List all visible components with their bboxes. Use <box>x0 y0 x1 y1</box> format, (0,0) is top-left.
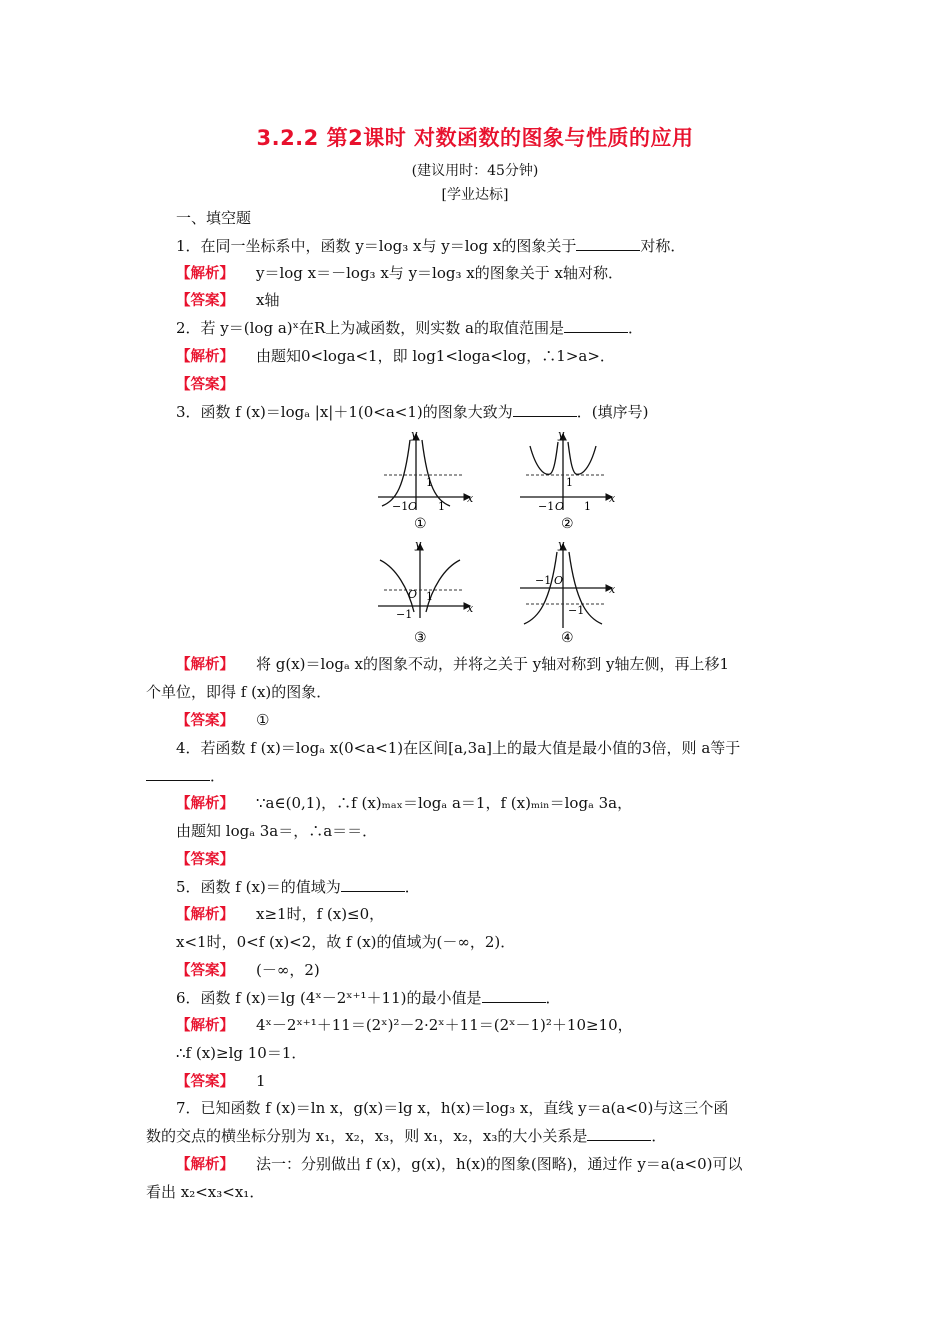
question-1-end: 对称． <box>640 237 686 255</box>
time-hint: (建议用时：45分钟) <box>411 163 539 179</box>
answer-1 <box>176 290 846 311</box>
page-title: 3.2.2 第2课时 对数函数的图象与性质的应用 <box>256 126 694 150</box>
analysis-4-cont: 由题知 logₐ 3a＝，∴a＝＝． <box>176 822 378 840</box>
tick-label: −1 <box>568 604 585 617</box>
answer-3 <box>176 710 846 731</box>
axis-y-label: y <box>411 428 418 441</box>
answer-6-text: 1 <box>256 1072 266 1090</box>
graph-1 <box>378 428 474 532</box>
question-3-text: 3．函数 f (x)＝logₐ |x|＋1(0<a<1)的图象大致为 <box>176 403 513 421</box>
answer-tag: 【答案】 <box>176 963 234 979</box>
tick-label: −1 <box>396 608 413 621</box>
analysis-tag: 【解析】 <box>176 1157 234 1173</box>
axis-x-label: x <box>609 492 616 505</box>
analysis-4-text: ∵a∈(0,1)，∴f (x)ₘₐₓ＝logₐ a＝1，f (x)ₘᵢₙ＝logₐ 3a， <box>256 794 633 812</box>
analysis-7-text: 法一：分别做出 f (x)，g(x)，h(x)的图象(图略)，通过作 y＝a(a<0)可以 <box>256 1155 743 1173</box>
analysis-3-text: 将 g(x)＝logₐ x的图象不动，并将之关于 y轴对称到 y轴左侧，再上移1 <box>256 655 730 673</box>
tick-label: 1 <box>426 476 433 489</box>
tick-label: 1 <box>584 500 591 513</box>
analysis-6 <box>176 1015 846 1036</box>
analysis-tag: 【解析】 <box>176 349 234 365</box>
question-7-cont <box>146 1126 816 1146</box>
analysis-4 <box>176 793 846 814</box>
question-4: 4．若函数 f (x)＝logₐ x(0<a<1)在区间[a,3a]上的最大值是最小值的3倍，则 a等于 <box>176 739 741 757</box>
analysis-tag: 【解析】 <box>176 907 234 923</box>
analysis-5 <box>176 904 846 925</box>
tick-label: 1 <box>566 476 573 489</box>
question-7-text: 数的交点的横坐标分别为 x₁，x₂，x₃，则 x₁，x₂，x₃的大小关系是 <box>146 1127 588 1145</box>
question-1-text: 1．在同一坐标系中，函数 y＝log₃ x与 y＝log x的图象关于 <box>176 237 577 255</box>
question-4-end: ． <box>210 767 226 785</box>
graph-options-figure <box>370 428 630 650</box>
analysis-5-text: x≥1时，f (x)≤0， <box>256 905 385 923</box>
answer-blank <box>587 1126 651 1141</box>
analysis-1-text: y＝log x＝－log₃ x与 y＝log₃ x的图象关于 x轴对称． <box>256 264 623 282</box>
question-4-cont <box>146 766 816 786</box>
question-6 <box>176 988 846 1008</box>
origin-label: O <box>408 588 418 601</box>
question-1 <box>176 236 846 256</box>
section-label: [学业达标] <box>441 187 509 203</box>
analysis-3-cont: 个单位，即得 f (x)的图象． <box>146 683 332 701</box>
analysis-6-text: 4ˣ－2ˣ⁺¹＋11＝(2ˣ)²－2·2ˣ＋11＝(2ˣ－1)²＋10≥10， <box>256 1016 633 1034</box>
tick-label: −1 <box>392 500 409 513</box>
analysis-7 <box>176 1154 846 1175</box>
tick-label: 1 <box>426 590 433 603</box>
origin-label: O <box>555 500 565 513</box>
answer-5 <box>176 960 846 981</box>
answer-tag: 【答案】 <box>176 713 234 729</box>
answer-1-text: x轴 <box>256 291 280 309</box>
question-2-text: 2．若 y＝(log a)ˣ在R上为减函数，则实数 a的取值范围是 <box>176 319 564 337</box>
axis-x-label: x <box>467 492 474 505</box>
axis-y-label: y <box>558 538 565 551</box>
analysis-6-cont: ∴f (x)≥lg 10＝1． <box>176 1044 307 1062</box>
graph-4-label: ④ <box>561 630 574 646</box>
analysis-tag: 【解析】 <box>176 796 234 812</box>
analysis-2 <box>176 346 846 367</box>
tick-label: 1 <box>438 500 445 513</box>
graph-3-label: ③ <box>414 630 427 646</box>
answer-tag: 【答案】 <box>176 1074 234 1090</box>
graph-1-label: ① <box>414 516 427 532</box>
graph-2-label: ② <box>561 516 574 532</box>
graph-3 <box>378 538 474 646</box>
analysis-7-cont: 看出 x₂<x₃<x₁． <box>146 1183 265 1201</box>
answer-tag: 【答案】 <box>176 377 234 393</box>
question-7: 7．已知函数 f (x)＝ln x，g(x)＝lg x，h(x)＝log₃ x，直线 y＝a(a<0)与这三个函 <box>176 1099 729 1117</box>
tick-label: −1 <box>535 574 552 587</box>
origin-label: O <box>554 574 564 587</box>
analysis-tag: 【解析】 <box>176 266 234 282</box>
question-5-text: 5．函数 f (x)＝的值域为 <box>176 878 341 896</box>
question-3 <box>176 402 846 422</box>
analysis-2-text: 由题知0<loga<1，即 log1<loga<log，∴1>a>． <box>256 347 615 365</box>
answer-3-text: ① <box>256 711 270 729</box>
graph-4 <box>520 538 616 646</box>
analysis-5-cont: x<1时，0<f (x)<2，故 f (x)的值域为(－∞，2)． <box>176 933 516 951</box>
axis-y-label: y <box>558 428 565 441</box>
answer-5-text: (－∞，2) <box>256 961 320 979</box>
analysis-3 <box>176 654 846 675</box>
analysis-tag: 【解析】 <box>176 657 234 673</box>
analysis-tag: 【解析】 <box>176 1018 234 1034</box>
question-5 <box>176 877 846 897</box>
analysis-1 <box>176 263 846 284</box>
question-5-end: ． <box>404 878 420 896</box>
axis-x-label: x <box>609 583 616 596</box>
question-7-end: ． <box>651 1127 667 1145</box>
answer-blank <box>513 402 577 417</box>
answer-6 <box>176 1071 846 1092</box>
question-6-end: ． <box>545 989 561 1007</box>
answer-2 <box>176 374 846 395</box>
axis-y-label: y <box>415 538 422 551</box>
answer-blank <box>576 236 640 251</box>
answer-tag: 【答案】 <box>176 293 234 309</box>
graph-2 <box>520 428 616 532</box>
question-2-end: ． <box>628 319 644 337</box>
answer-blank <box>341 877 405 892</box>
question-3-end: ．(填序号) <box>576 403 649 421</box>
origin-label: O <box>408 500 418 513</box>
axis-x-label: x <box>467 602 474 615</box>
question-2 <box>176 318 846 338</box>
tick-label: −1 <box>538 500 555 513</box>
part-heading: 一、填空题 <box>176 209 252 227</box>
answer-tag: 【答案】 <box>176 852 234 868</box>
answer-4 <box>176 849 846 870</box>
answer-blank <box>146 766 210 781</box>
question-6-text: 6．函数 f (x)＝lg (4ˣ－2ˣ⁺¹＋11)的最小值是 <box>176 989 482 1007</box>
answer-blank <box>564 318 628 333</box>
answer-blank <box>482 988 546 1003</box>
